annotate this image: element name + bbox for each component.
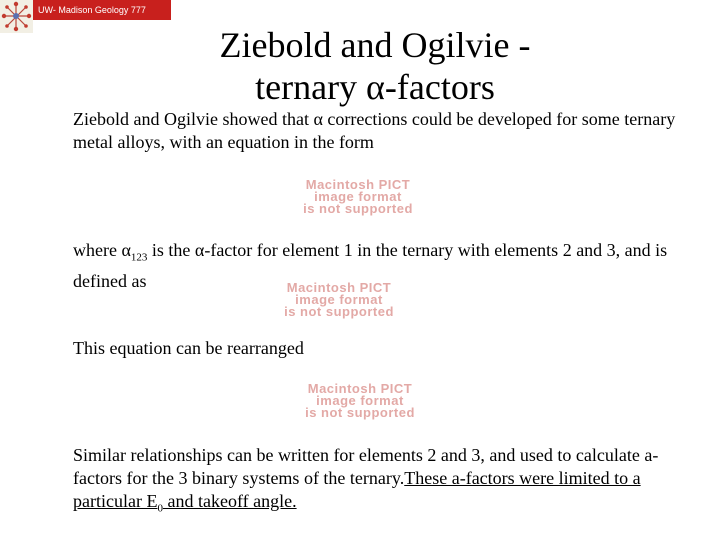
slide-title: [190, 24, 560, 108]
pict-line: image format: [295, 292, 383, 307]
title-line-1: Ziebold and Ogilvie -: [219, 25, 531, 65]
alpha-subscript: 123: [130, 251, 148, 264]
underlined-note-post: and takeoff angle.: [162, 491, 297, 511]
pict-line: is not supported: [305, 405, 415, 420]
pict-placeholder-equation-1: [258, 179, 458, 215]
pict-line: Macintosh PICT: [286, 280, 392, 295]
pict-line: is not supported: [284, 304, 394, 319]
intro-paragraph: Ziebold and Ogilvie showed that α corrections could be developed for some ternary metal alloys, with an equation in the form: [73, 109, 676, 152]
pict-line: Macintosh PICT: [307, 381, 413, 396]
conclusion-paragraph: [73, 444, 683, 521]
definition-text-post: is the α-factor for element 1 in the ternary with elements 2 and 3, and is defined as: [73, 240, 668, 291]
pict-line: is not supported: [303, 201, 413, 216]
title-line-2: ternary α-factors: [255, 67, 495, 107]
underlined-note-pre: These a-factors were limited to a particular E: [73, 468, 641, 511]
rearrange-paragraph: This equation can be rearranged: [73, 338, 304, 358]
course-tag: UW- Madison Geology 777: [33, 0, 171, 20]
pict-line: image format: [316, 393, 404, 408]
mineral-crystal-logo-icon: [0, 0, 33, 33]
pict-placeholder-equation-2: [239, 282, 439, 318]
definition-text-pre: where α: [73, 240, 131, 260]
conclusion-text: Similar relationships can be written for elements 2 and 3, and used to calculate a-factors for the 3 binary systems of the ternary.: [73, 445, 659, 488]
pict-line: Macintosh PICT: [305, 177, 411, 192]
e0-subscript: 0: [157, 502, 163, 515]
pict-placeholder-equation-3: [260, 383, 460, 419]
pict-line: image format: [314, 189, 402, 204]
